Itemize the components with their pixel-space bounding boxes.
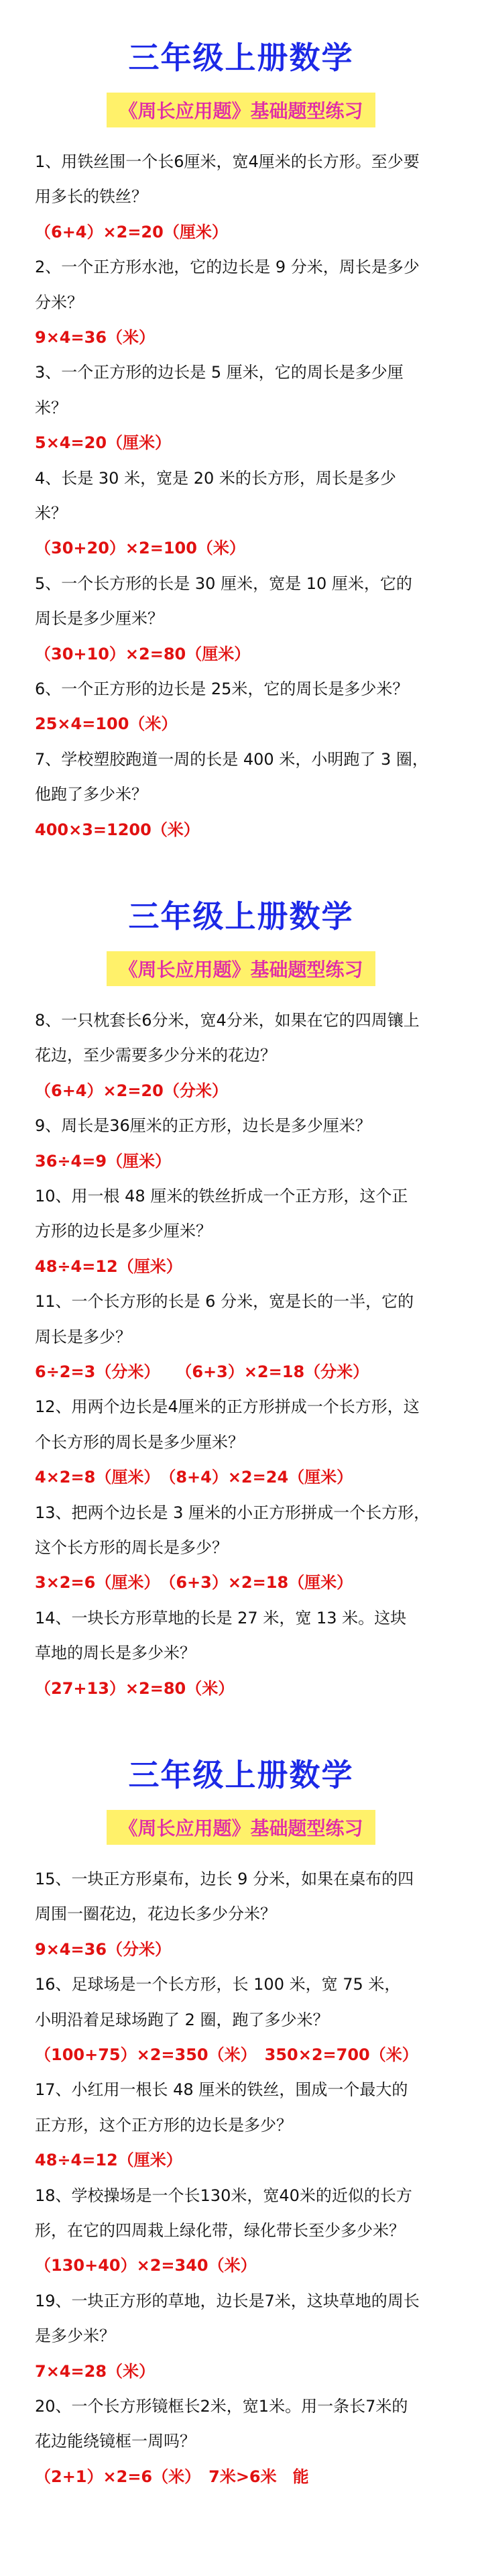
question-line: 10、用一根 48 厘米的铁丝折成一个正方形，这个正 <box>35 1187 408 1205</box>
answer-line: 3×2=6（厘米） （6+3）×2=18（厘米） <box>35 1573 353 1593</box>
question-line: 4、长是 30 米，宽是 20 米的长方形，周长是多少 <box>35 468 396 488</box>
answer-line: 7×4=28（米） <box>35 2361 156 2381</box>
subtitle-banner <box>0 951 482 986</box>
question-line: 1、用铁丝围一个长6厘米，宽4厘米的长方形。至少要 <box>35 152 420 171</box>
question-line: 14、一块长方形草地的长是 27 米，宽 13 米。这块 <box>35 1608 407 1627</box>
question-line: 16、足球场是一个长方形，长 100 米，宽 75 米， <box>35 1975 401 1994</box>
worksheet-title: 三年级上册数学 <box>128 1757 354 1793</box>
question-line: 周长是多少厘米？ <box>35 609 164 629</box>
question-line: 用多长的铁丝？ <box>35 187 147 207</box>
worksheet-section <box>0 0 482 859</box>
worksheet-section <box>0 859 482 1717</box>
worksheet-subtitle: 《周长应用题》基础题型练习 <box>107 951 375 986</box>
answer-line: 36÷4=9（厘米） <box>35 1151 172 1171</box>
answer-line: 9×4=36（米） <box>35 328 156 347</box>
question-line: 形，在它的四周栽上绿化带，绿化带长至少多少米？ <box>35 2221 405 2240</box>
question-line: 8、一只枕套长6分米，宽4分米，如果在它的四周镶上 <box>35 1011 420 1030</box>
question-line: 他跑了多少米？ <box>35 785 147 804</box>
answer-line: 4×2=8（厘米） （8+4）×2=24（厘米） <box>35 1468 353 1487</box>
worksheet-subtitle: 《周长应用题》基础题型练习 <box>107 93 375 127</box>
question-line: 个长方形的周长是多少厘米？ <box>35 1432 244 1452</box>
worksheet-title: 三年级上册数学 <box>128 40 354 76</box>
answer-line: （2+1）×2=6（米） 7米>6米 能 <box>35 2467 309 2486</box>
subtitle-banner <box>0 93 482 127</box>
question-line: 13、把两个边长是 3 厘米的小正方形拼成一个长方形， <box>35 1503 430 1522</box>
question-line: 方形的边长是多少厘米？ <box>35 1222 212 1241</box>
answer-line: 48÷4=12（厘米） <box>35 1256 182 1276</box>
answer-line: （30+10）×2=80（厘米） <box>35 644 251 663</box>
worksheet-title: 三年级上册数学 <box>128 898 354 934</box>
question-line: 9、周长是36厘米的正方形，边长是多少厘米？ <box>35 1116 371 1136</box>
question-line: 2、一个正方形水池，它的边长是 9 分米，周长是多少 <box>35 258 420 277</box>
answer-line: 25×4=100（米） <box>35 714 178 734</box>
question-line: 6、一个正方形的边长是 25米，它的周长是多少米？ <box>35 680 409 698</box>
worksheet-subtitle: 《周长应用题》基础题型练习 <box>107 1810 375 1845</box>
question-line: 17、小红用一根长 48 厘米的铁丝，围成一个最大的 <box>35 2080 408 2100</box>
question-line: 12、用两个边长是4厘米的正方形拼成一个长方形，这 <box>35 1397 420 1417</box>
answer-line: （30+20）×2=100（米） <box>35 539 245 558</box>
answer-line: （6+4）×2=20（分米） <box>35 1081 228 1100</box>
answer-line: 9×4=36（分米） <box>35 1939 172 1959</box>
question-line: 米？ <box>35 504 67 523</box>
question-line: 15、一块正方形桌布，边长 9 分米，如果在桌布的四 <box>35 1870 414 1888</box>
question-line: 周长是多少？ <box>35 1327 131 1346</box>
question-line: 小明沿着足球场跑了 2 圈，跑了多少米？ <box>35 2010 329 2029</box>
answer-line: 48÷4=12（厘米） <box>35 2151 182 2170</box>
question-line: 花边，至少需要多少分米的花边？ <box>35 1046 276 1065</box>
question-line: 11、一个长方形的长是 6 分米，宽是长的一半，它的 <box>35 1292 414 1311</box>
question-line: 3、一个正方形的边长是 5 厘米，它的周长是多少厘 <box>35 363 404 382</box>
question-line: 5、一个长方形的长是 30 厘米，宽是 10 厘米，它的 <box>35 574 412 593</box>
question-line: 米？ <box>35 398 67 417</box>
question-line: 周围一圈花边，花边长多少分米？ <box>35 1904 276 1924</box>
question-line: 18、学校操场是一个长130米，宽40米的近似的长方 <box>35 2186 412 2205</box>
answer-line: 6÷2=3（分米） （6+3）×2=18（分米） <box>35 1362 369 1381</box>
question-line: 7、学校塑胶跑道一周的长是 400 米，小明跑了 3 圈， <box>35 749 428 769</box>
answer-line: （27+13）×2=80（米） <box>35 1678 235 1698</box>
question-line: 20、一个长方形镜框长2米，宽1米。用一条长7米的 <box>35 2397 408 2416</box>
question-line: 19、一块正方形的草地，边长是7米，这块草地的周长 <box>35 2291 420 2310</box>
question-line: 这个长方形的周长是多少？ <box>35 1538 228 1557</box>
answer-line: （100+75）×2=350（米） 350×2=700（米） <box>35 2045 418 2064</box>
question-line: 分米？ <box>35 292 83 312</box>
subtitle-banner <box>0 1810 482 1845</box>
answer-line: （130+40）×2=340（米） <box>35 2256 257 2275</box>
answer-line: 5×4=20（厘米） <box>35 433 172 453</box>
answer-line: （6+4）×2=20（厘米） <box>35 222 228 241</box>
question-line: 正方形，这个正方形的边长是多少？ <box>35 2115 292 2135</box>
answer-line: 400×3=1200（米） <box>35 820 200 839</box>
worksheet-section <box>0 1717 482 2576</box>
question-line: 是多少米？ <box>35 2326 115 2346</box>
question-line: 花边能绕镜框一周吗？ <box>35 2432 196 2451</box>
question-line: 草地的周长是多少米？ <box>35 1644 196 1663</box>
